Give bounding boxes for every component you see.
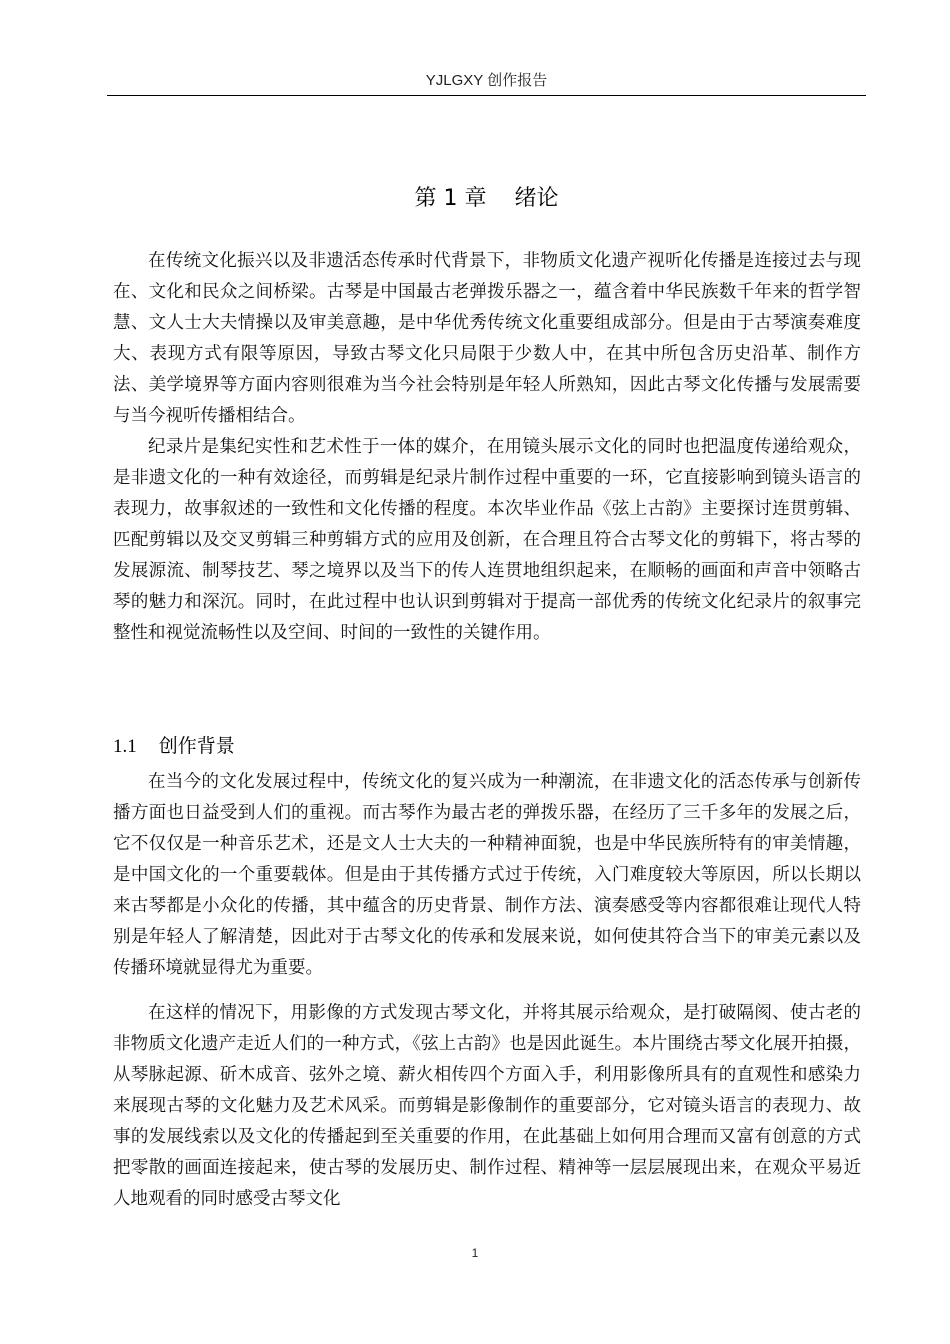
section-paragraph-2: 在这样的情况下，用影像的方式发现古琴文化，并将其展示给观众，是打破隔阂、使古老的非物质文化遗产走近人们的一种方式，《弦上古韵》也是因此诞生。本片围绕古琴文化展开拍摄，从琴脉起源、斫木成音、弦外之境、薪火相传四个方面入手，利用影像所具有的直观性和感染力来展现古琴的文化魅力及艺术风采。而剪辑是影像制作的重要部分，它对镜头语言的表现力、故事的发展线索以及文化的传播起到至关重要的作用，在此基础上如何用合理而又富有创意的方式把零散的画面连接起来，使古琴的发展历史、制作过程、精神等一层层展现出来，在观众平易近人地观看的同时感受古琴文化 — [113, 1003, 861, 1209]
intro-paragraph-2: 纪录片是集纪实性和艺术性于一体的媒介，在用镜头展示文化的同时也把温度传递给观众，是非遗文化的一种有效途径，而剪辑是纪录片制作过程中重要的一环，它直接影响到镜头语言的表现力，故事叙述的一致性和文化传播的程度。本次毕业作品《弦上古韵》主要探讨连贯剪辑、匹配剪辑以及交叉剪辑三种剪辑方式的应用及创新，在合理且符合古琴文化的剪辑下，将古琴的发展源流、制琴技艺、琴之境界以及当下的传人连贯地组织起来，在顺畅的画面和声音中领略古琴的魅力和深沉。同时，在此过程中也认识到剪辑对于提高一部优秀的传统文化纪录片的叙事完整性和视觉流畅性以及空间、时间的一致性的关键作用。 — [113, 437, 861, 643]
page-number: 1 — [471, 1246, 479, 1260]
page-header: YJLGXY 创作报告 — [425, 72, 548, 89]
intro-paragraph-1: 在传统文化振兴以及非遗活态传承时代背景下，非物质文化遗产视听化传播是连接过去与现在、文化和民众之间桥梁。古琴是中国最古老弹拨乐器之一，蕴含着中华民族数千年来的哲学智慧、文人士大夫情操以及审美意趣，是中华优秀传统文化重要组成部分。但是由于古琴演奏难度大、表现方式有限等原因，导致古琴文化只局限于少数人中，在其中所包含历史沿革、制作方法、美学境界等方面内容则很难为当今社会特别是年轻人所熟知，因此古琴文化传播与发展需要与当今视听传播相结合。 — [113, 251, 861, 426]
section-number: 1.1 — [113, 736, 137, 757]
section-heading — [113, 731, 235, 762]
section-title: 创作背景 — [158, 735, 235, 757]
section-paragraph-1: 在当今的文化发展过程中，传统文化的复兴成为一种潮流，在非遗文化的活态传承与创新传播方面也日益受到人们的重视。而古琴作为最古老的弹拨乐器，在经历了三千多年的发展之后，它不仅仅是一种音乐艺术，还是文人士大夫的一种精神面貌，也是中华民族所特有的审美情趣，是中国文化的一个重要载体。但是由于其传播方式过于传统，入门难度较大等原因，所以长期以来古琴都是小众化的传播，其中蕴含的历史背景、制作方法、演奏感受等内容都很难让现代人特别是年轻人了解清楚，因此对于古琴文化的传承和发展来说，如何使其符合当下的审美元素以及传播环境就显得尤为重要。 — [113, 772, 861, 978]
chapter-title: 第 1 章 绪论 — [414, 186, 559, 211]
header-divider — [107, 95, 866, 96]
